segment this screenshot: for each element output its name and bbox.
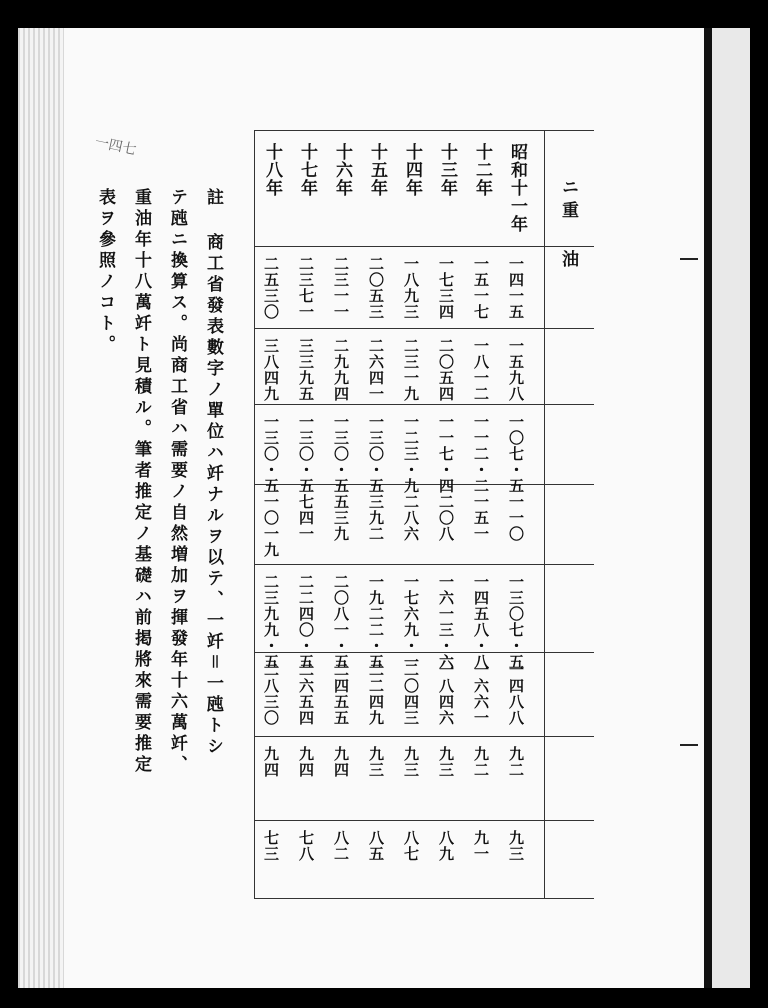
table-cell: 二〇八 (437, 494, 455, 542)
table-cell: 二〇四三 (402, 662, 420, 726)
scanned-page (18, 28, 750, 988)
table-cell: 二六四一 (367, 338, 385, 402)
note-line: 重油年十八萬竏ト見積ル。筆者推定ノ基礎ハ前掲將來需要推定 (131, 188, 151, 776)
table-cell: 一八一二 (472, 338, 490, 402)
note-line: 註 商工省發表數字ノ單位ハ竏ナルヲ以テ、一竏＝一瓲トシ (203, 188, 223, 758)
page-number: 一四七 (93, 134, 138, 159)
table-cell: 一五一 (472, 494, 490, 542)
table-cell: 二〇五四 (437, 338, 455, 402)
year-label: 十五年 (367, 143, 387, 197)
table-header-rule (254, 246, 594, 247)
table-cell: 一一七・四 (437, 414, 455, 494)
table-inner-rule (544, 130, 545, 898)
year-label: 十七年 (297, 143, 317, 197)
table-rule (254, 564, 594, 565)
table-cell: 二八六 (402, 494, 420, 542)
table-cell: 一七三四 (437, 256, 455, 320)
table-cell: 一一〇 (507, 494, 525, 542)
table-cell: 二〇五三 (367, 256, 385, 320)
table-bottom-rule (254, 898, 594, 899)
table-cell: 二三一九 (402, 338, 420, 402)
table-cell: 二三一一 (332, 256, 350, 320)
table-cell: 七四一 (297, 494, 315, 542)
table-cell: 一三〇・五 (262, 414, 280, 494)
table-cell: 一七六九・一 (402, 574, 420, 670)
table-cell: 九二 (507, 746, 525, 778)
table-cell: 七三 (262, 830, 280, 862)
year-label: 十六年 (332, 143, 352, 197)
table-cell: 八五 (367, 830, 385, 862)
table-cell: 一〇七・五 (507, 414, 525, 494)
note-line: テ瓲ニ換算ス。尚商工省ハ需要ノ自然増加ヲ揮發年十六萬竏、 (167, 188, 187, 776)
year-label: 十二年 (472, 143, 492, 197)
table-cell: 二〇八一・五 (332, 574, 350, 670)
table-cell: 一五九八 (507, 338, 525, 402)
table-cell: 二五三〇 (262, 256, 280, 320)
table-cell: 一三〇・五 (367, 414, 385, 494)
table-cell: 二三七一 (297, 256, 315, 320)
table-rule (254, 328, 594, 329)
table-cell: 一六一三・六 (437, 574, 455, 670)
table-cell: 一三〇・五 (332, 414, 350, 494)
table-cell: 一四八八 (507, 662, 525, 726)
table-cell: 一四一五 (507, 256, 525, 320)
table-cell: 三八四九 (262, 338, 280, 402)
table-cell: 一二三・九 (402, 414, 420, 494)
table-cell: 五三九 (332, 494, 350, 542)
year-label: 十四年 (402, 143, 422, 197)
margin-mark-bottom (680, 744, 698, 746)
table-title: ニ重 油 (558, 178, 578, 273)
year-label: 十三年 (437, 143, 457, 197)
table-left-rule (254, 130, 255, 898)
table-cell: 八七 (402, 830, 420, 862)
table-cell: 二二四九 (367, 662, 385, 726)
table-cell: 九一 (472, 830, 490, 862)
table-cell: 一三〇・五 (297, 414, 315, 494)
table-cell: 九四 (297, 746, 315, 778)
table-cell: 一三〇七・五 (507, 574, 525, 670)
table-cell: 一五一七 (472, 256, 490, 320)
table-cell: 七八 (297, 830, 315, 862)
table-cell: 一八四六 (437, 662, 455, 726)
table-cell: 九三 (437, 746, 455, 778)
table-cell: 一一二・二 (472, 414, 490, 494)
margin-mark-top (680, 258, 698, 260)
page-edge (704, 28, 712, 988)
table-cell: 三九二 (367, 494, 385, 542)
note-line: 表ヲ參照ノコト。 (95, 188, 115, 356)
table-cell: 九四 (332, 746, 350, 778)
table-cell: 九三 (507, 830, 525, 862)
table-cell: 八九 (437, 830, 455, 862)
table-cell: 二八三〇 (262, 662, 280, 726)
table-rule (254, 404, 594, 405)
table-cell: 九三 (367, 746, 385, 778)
table-cell: 二二四〇・五 (297, 574, 315, 670)
year-label: 十八年 (262, 143, 282, 197)
table-cell: 八二 (332, 830, 350, 862)
table-top-rule (254, 130, 594, 131)
table-rule (254, 736, 594, 737)
table-cell: 一九二二・五 (367, 574, 385, 670)
table-cell: 一四五八・八 (472, 574, 490, 670)
table-cell: 二六五四 (297, 662, 315, 726)
table-cell: 一六六一 (472, 662, 490, 726)
year-label: 昭和十一年 (507, 143, 527, 233)
book-spine (18, 28, 64, 988)
facing-page-strip (712, 28, 750, 988)
table-cell: 一〇一九 (262, 494, 280, 558)
table-cell: 三三九五 (297, 338, 315, 402)
table-cell: 二九九四 (332, 338, 350, 402)
table-cell: 二四五五 (332, 662, 350, 726)
table-cell: 九四 (262, 746, 280, 778)
table-rule (254, 820, 594, 821)
table-cell: 一八九三 (402, 256, 420, 320)
table-cell: 二三九九・五 (262, 574, 280, 670)
table-cell: 九二 (472, 746, 490, 778)
table-cell: 九三 (402, 746, 420, 778)
